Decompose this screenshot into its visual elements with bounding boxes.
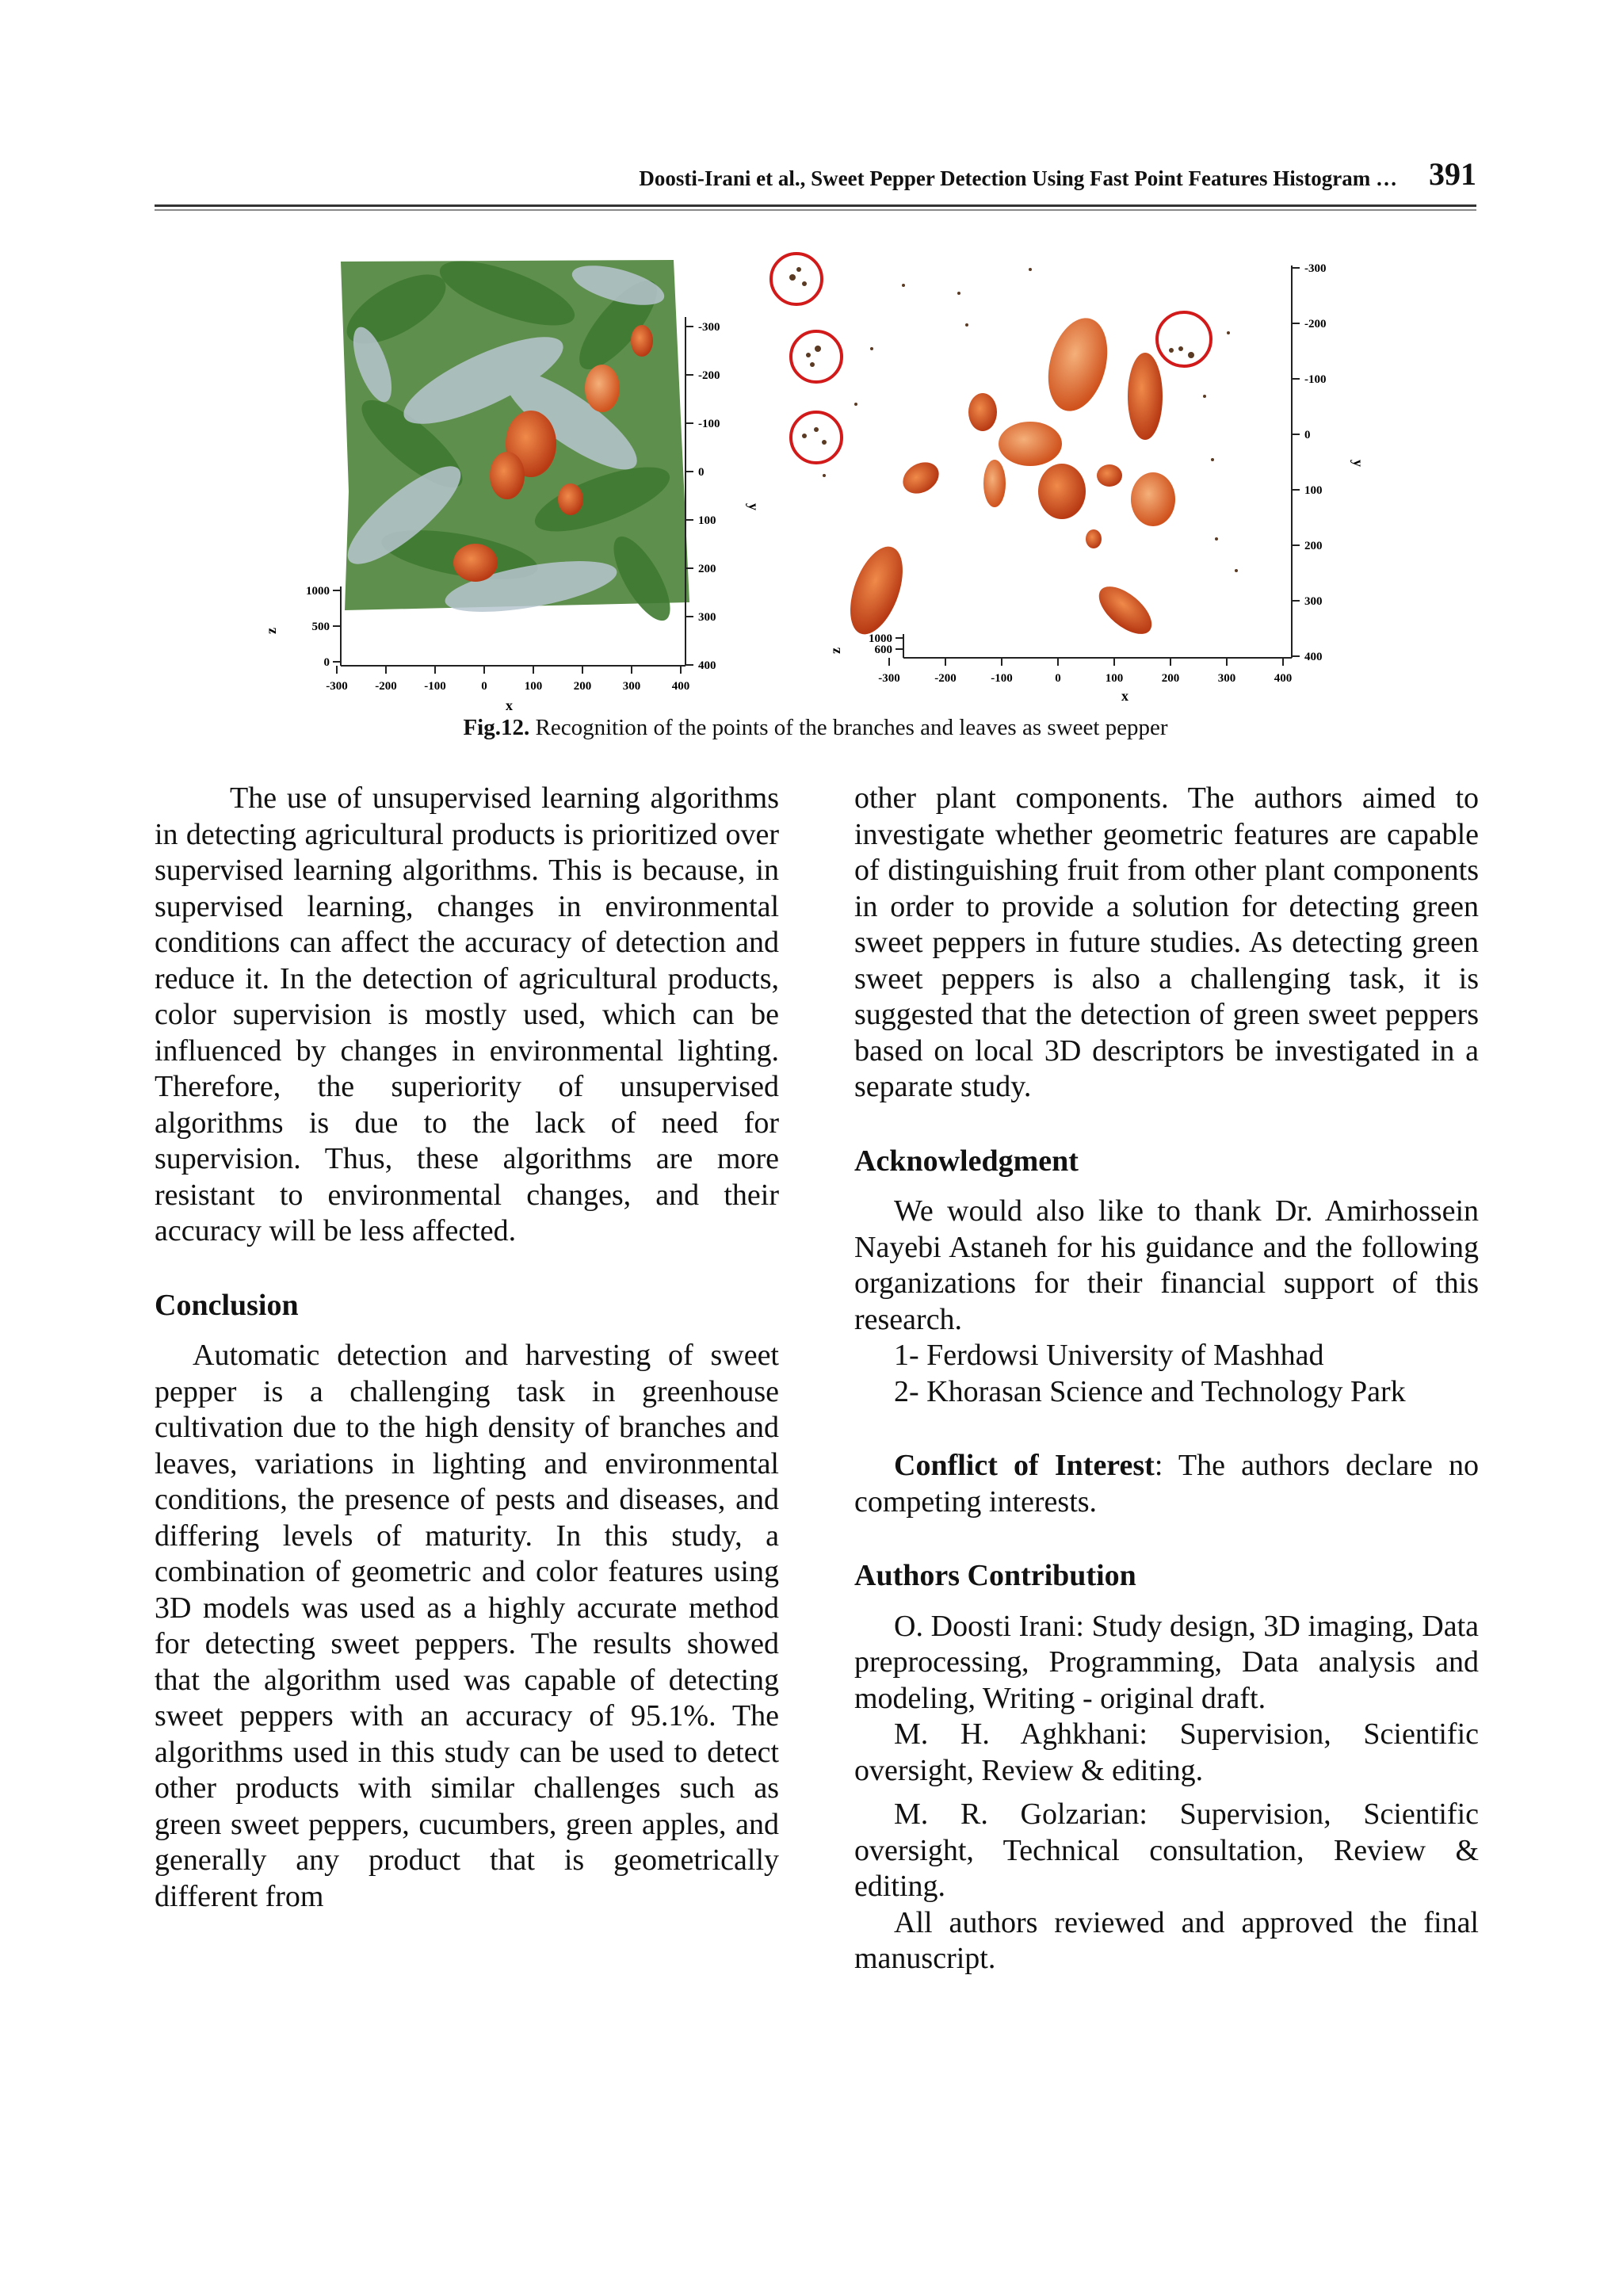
y-tick-label: -200 <box>698 369 720 382</box>
header-rule-thin <box>155 209 1476 211</box>
y-tick-label: 200 <box>698 563 716 575</box>
red-circle-4 <box>1157 312 1211 366</box>
y-tick-label: 0 <box>1304 429 1311 441</box>
y-tick-label: 300 <box>698 611 716 624</box>
authors-contribution-heading: Authors Contribution <box>854 1559 1136 1592</box>
acknowledgment-heading: Acknowledgment <box>854 1144 1079 1178</box>
y-tick-label: 100 <box>1304 484 1323 497</box>
x-tick-label: 300 <box>622 680 641 693</box>
left-column <box>155 781 779 1915</box>
x-tick-label: 0 <box>481 680 487 693</box>
x-tick-label: 100 <box>524 680 543 693</box>
running-title: Doosti-Irani et al., Sweet Pepper Detection Using Fast Point Features Histogram … <box>639 166 1397 190</box>
conclusion-paragraph: Automatic detection and harvesting of sweet pepper is a challenging task in greenhouse cultivation due to the high density of branches and leaves, variations in lighting and environmental conditions, the presence of pests and diseases, and differing levels of maturity. In this study, a combination of geometric and color features using 3D models was used as a highly accurate method for detecting sweet peppers. The results showed that the algorithm used was capable of detecting sweet peppers with an accuracy of 95.1%. The algorithms used in this study can be used to detect other products with similar challenges such as green sweet peppers, cucumbers, green apples, and generally any product that is geometrically different from <box>155 1339 779 1913</box>
left-x-ticks <box>326 666 689 693</box>
detected-clusters <box>840 311 1175 643</box>
z-tick-label: 500 <box>311 621 330 633</box>
right-y-ticks <box>1292 262 1327 663</box>
z-tick-label: 600 <box>874 644 892 656</box>
header-rule <box>155 204 1476 207</box>
y-tick-label: 300 <box>1304 595 1323 608</box>
left-x-label: x <box>506 697 513 713</box>
right-z-ticks <box>869 632 903 656</box>
y-tick-label: -100 <box>698 418 720 430</box>
y-tick-label: 400 <box>1304 651 1323 663</box>
acknowledgment-item-1: 1- Ferdowsi University of Mashhad <box>894 1339 1324 1372</box>
z-tick-label: 1000 <box>869 632 892 645</box>
contribution-3: M. R. Golzarian: Supervision, Scientific oversight, Technical consultation, Review & editing. <box>854 1797 1479 1903</box>
y-tick-label: -200 <box>1304 318 1327 330</box>
right-y-label: y <box>1350 460 1366 467</box>
y-tick-label: -100 <box>1304 373 1327 386</box>
x-tick-label: 200 <box>1161 672 1180 685</box>
x-tick-label: -300 <box>878 672 900 685</box>
figure-graphics <box>263 238 1366 713</box>
x-tick-label: 200 <box>573 680 592 693</box>
figure-12 <box>263 238 1366 713</box>
red-circle-1 <box>771 254 822 304</box>
figure-caption <box>155 715 1476 741</box>
y-tick-label: 0 <box>698 466 705 479</box>
right-column <box>854 781 1479 1977</box>
x-tick-label: 400 <box>1274 672 1293 685</box>
left-z-label: z <box>263 628 279 634</box>
y-tick-label: 400 <box>698 659 716 672</box>
contribution-1: O. Doosti Irani: Study design, 3D imaging, Data preprocessing, Programming, Data analysis and modeling, Writing - original draft. <box>854 1609 1479 1715</box>
x-tick-label: 100 <box>1105 672 1124 685</box>
right-x-ticks <box>878 658 1292 685</box>
contribution-2: M. H. Aghkhani: Supervision, Scientific oversight, Review & editing. <box>854 1717 1479 1787</box>
left-panel <box>263 248 762 713</box>
x-tick-label: -200 <box>934 672 957 685</box>
x-tick-label: 300 <box>1217 672 1236 685</box>
acknowledgment-paragraph: We would also like to thank Dr. Amirhossein Nayebi Astaneh for his guidance and the following organizations for their financial support of this research. <box>854 1194 1479 1336</box>
red-circle-3 <box>791 412 842 463</box>
y-tick-label: -300 <box>1304 262 1327 275</box>
z-tick-label: 0 <box>323 656 330 669</box>
x-tick-label: -300 <box>326 680 348 693</box>
right-x-label: x <box>1121 688 1128 704</box>
x-tick-label: 0 <box>1055 672 1061 685</box>
conflict-of-interest <box>854 1448 1479 1520</box>
conflict-text: : The authors declare no competing interests. <box>854 1449 1480 1519</box>
scattered-points <box>789 267 1238 572</box>
z-tick-label: 1000 <box>306 585 330 598</box>
x-tick-label: -200 <box>375 680 397 693</box>
red-circle-2 <box>791 331 842 382</box>
x-tick-label: 400 <box>671 680 690 693</box>
contribution-4: All authors reviewed and approved the final manuscript. <box>854 1905 1479 1975</box>
conclusion-heading: Conclusion <box>155 1288 299 1322</box>
y-tick-label: 100 <box>698 514 716 527</box>
conflict-label: Conflict of Interest <box>894 1449 1155 1482</box>
page-number: 391 <box>1429 156 1476 192</box>
figure-caption-label: Fig.12. <box>463 715 530 740</box>
right-panel <box>771 254 1366 704</box>
left-z-ticks <box>306 585 341 669</box>
y-tick-label: -300 <box>698 321 720 334</box>
x-tick-label: -100 <box>424 680 446 693</box>
paragraph-unsupervised: The use of unsupervised learning algorithms in detecting agricultural products is prioritized over supervised learning algorithms. This is because, in supervised learning, changes in environmental conditions can affect the accuracy of detection and reduce it. In the detection of agricultural products, color supervision is mostly used, which can be influenced by changes in environmental lighting. Therefore, the superiority of unsupervised algorithms is due to the lack of need for supervision. Thus, these algorithms are more resistant to environmental changes, and their accuracy will be less affected. <box>155 781 779 1247</box>
left-y-label: y <box>746 503 762 510</box>
left-y-ticks <box>685 321 720 672</box>
acknowledgment-item-2: 2- Khorasan Science and Technology Park <box>894 1374 1406 1408</box>
y-tick-label: 200 <box>1304 540 1323 552</box>
figure-caption-text: Recognition of the points of the branches and leaves as sweet pepper <box>529 715 1168 740</box>
right-z-label: z <box>827 648 843 654</box>
running-header <box>155 155 1476 200</box>
conclusion-continuation: other plant components. The authors aimed to investigate whether geometric features are capable of distinguishing fruit from other plant components in order to provide a solution for detecting green sweet peppers in future studies. As detecting green sweet peppers is also a challenging task, it is suggested that the detection of green sweet peppers based on local 3D descriptors be investigated in a separate study. <box>854 781 1479 1103</box>
x-tick-label: -100 <box>991 672 1013 685</box>
